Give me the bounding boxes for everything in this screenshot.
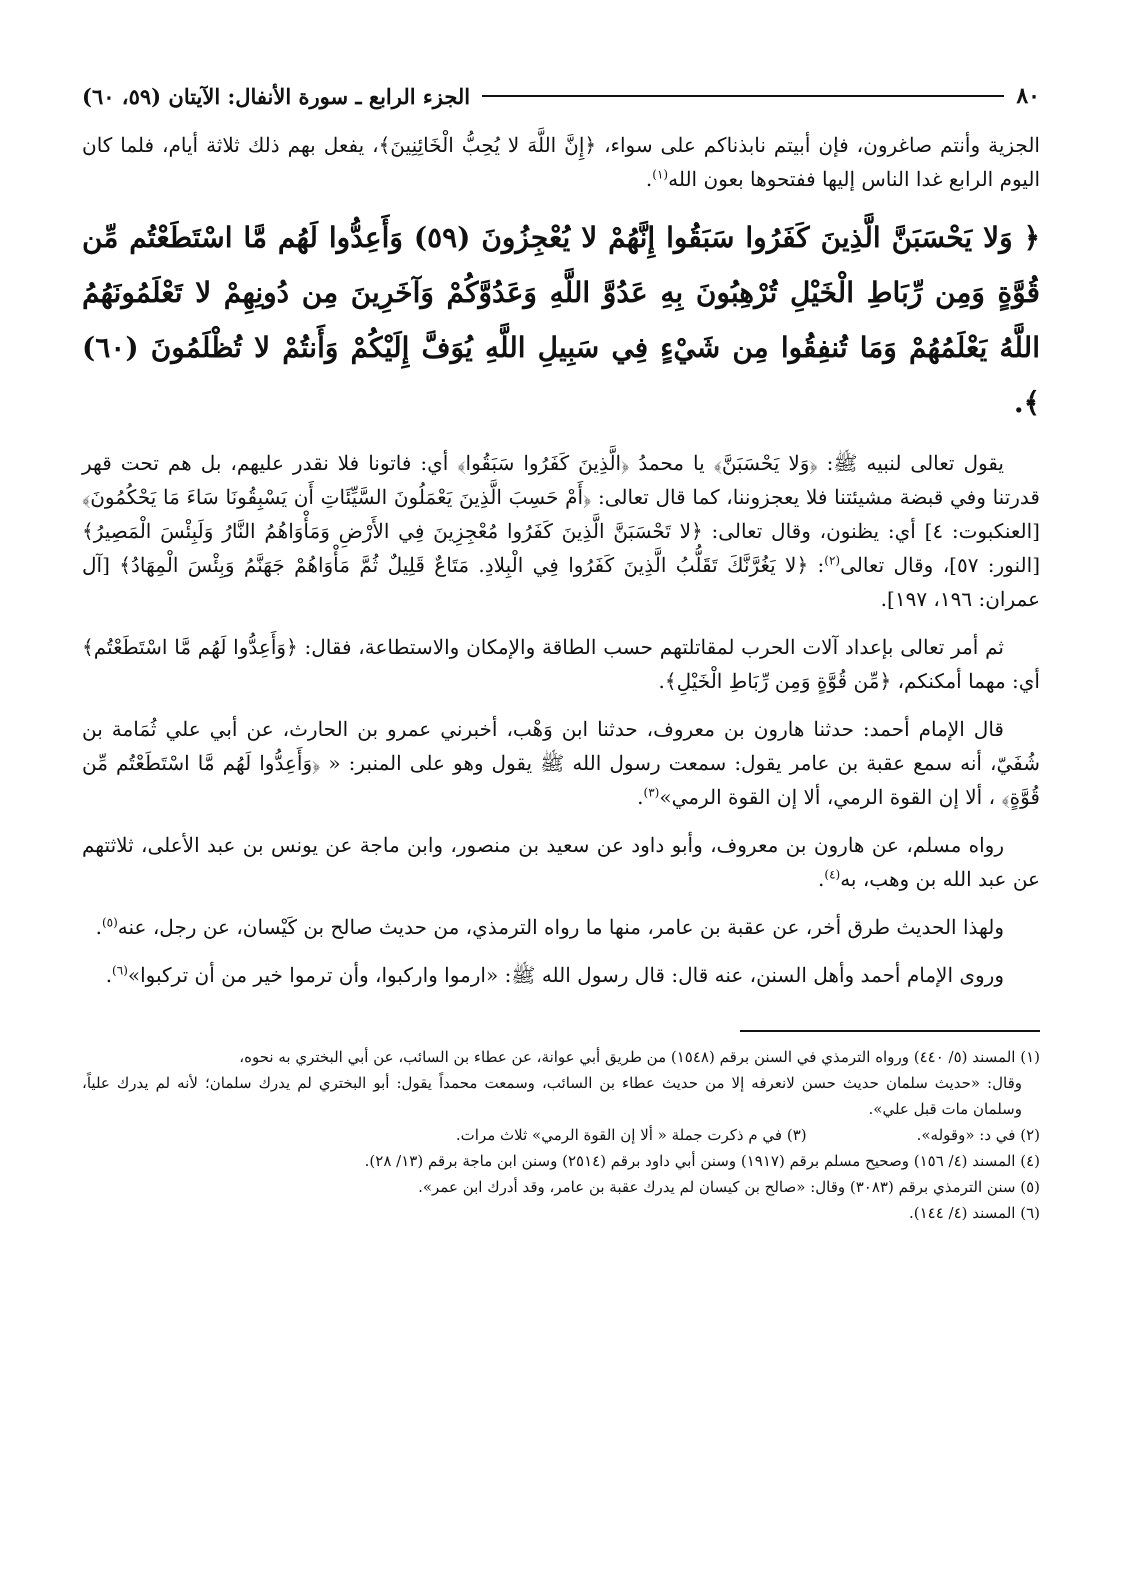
footnote-ref-5[interactable]: (٥): [101, 915, 118, 930]
footnote-row-2-3: [82, 1122, 1040, 1148]
paragraph-5: رواه مسلم، عن هارون بن معروف، وأبو داود عن سعيد بن منصور، وابن ماجة عن يونس بن عبد الأعلى، ثلاثتهم عن عبد الله بن وهب، به$^{(٤)}$.: [82, 833, 1040, 891]
paragraph-4: قال الإمام أحمد: حدثنا هارون بن معروف، حدثنا ابن وَهْب، أخبرني عمرو بن الحارث، عن أبي علي ثُمَامة بن شُفَيّ، أنه سمع عقبة بن عامر يقول: سمعت رسول الله ﷺ يقول وهو على المنبر: « ﴿وَأَعِدُّوا لَهُم مَّا اسْتَطَعْتُم مِّن قُوَّةٍ﴾ ، ألا إن القوة الرمي، ألا إن القوة الرمي»$^{(٣)}$.: [82, 717, 1040, 809]
footnote-ref-6[interactable]: (٦): [112, 963, 128, 978]
paragraph-6: ولهذا الحديث طرق أخر، عن عقبة بن عامر، منها ما رواه الترمذي، من حديث صالح بن كَيْسان، عن رجل، عنه$^{(٥)}$.: [95, 915, 1004, 939]
footnote-divider: [740, 1030, 1040, 1032]
footnote-1: (١) المسند (٥/ ٤٤٠) ورواه الترمذي في السنن برقم (١٥٤٨) من طريق أبي عوانة، عن عطاء بن السائب، عن أبي البختري به نحوه،: [239, 1048, 1040, 1066]
footnote-2: (٢) في د: «وقوله».: [916, 1126, 1040, 1144]
page-number: ٨٠: [1016, 83, 1040, 109]
footnote-ref-4[interactable]: (٤): [824, 867, 841, 882]
paragraph-2: يقول تعالى لنبيه ﷺ: ﴿وَلا يَحْسَبَنَّ﴾ يا محمدُ ﴿الَّذِينَ كَفَرُوا سَبَقُوا﴾ أي: فاتونا فلا نقدر عليهم، بل هم تحت قهر قدرتنا وفي قبضة مشيئتنا فلا يعجزوننا، كما قال تعالى: ﴿أَمْ حَسِبَ الَّذِينَ يَعْمَلُونَ السَّيِّئَاتِ أَن يَسْبِقُونَا سَاءَ مَا يَحْكُمُونَ﴾ [العنكبوت: ٤] أي: يظنون، وقال تعالى: ﴿لا تَحْسَبَنَّ الَّذِينَ كَفَرُوا مُعْجِزِينَ فِي الأَرْضِ وَمَأْوَاهُمُ النَّارُ وَلَبِئْسَ الْمَصِيرُ﴾ [النور: ٥٧]، وقال تعالى$^{(٢)}$: ﴿لا يَغُرَّنَّكَ تَقَلُّبُ الَّذِينَ كَفَرُوا فِي الْبِلادِ. مَتَاعٌ قَلِيلٌ ثُمَّ مَأْوَاهُمْ جَهَنَّمُ وَبِئْسَ الْمِهَادُ﴾ [آل عمران: ١٩٦، ١٩٧].: [82, 451, 1041, 611]
footnote-4: (٤) المسند (٤/ ١٥٦) وصحيح مسلم برقم (١٩١٧) وسنن أبي داود برقم (٢٥١٤) وسنن ابن ماجة برقم (١٣/ ٢٨).: [364, 1152, 1040, 1170]
paragraph-1: الجزية وأنتم صاغرون، فإن أبيتم نابذناكم على سواء، ﴿إِنَّ اللَّهَ لا يُحِبُّ الْخَائِنِينَ﴾، يفعل بهم ذلك ثلاثة أيام، فلما كان اليوم الرابع غدا الناس إليها ففتحوها بعون الله$^{(١)}$.: [82, 133, 1040, 191]
main-text: [82, 128, 1040, 992]
paragraph-7: وروى الإمام أحمد وأهل السنن، عنه قال: قال رسول الله ﷺ: «ارموا واركبوا، وأن ترموا خير من أن تركبوا»$^{(٦)}$.: [105, 963, 1004, 987]
footnote-ref-3[interactable]: (٣): [643, 785, 660, 800]
footnote-5: (٥) سنن الترمذي برقم (٣٠٨٣) وقال: «صالح بن كيسان لم يدرك عقبة بن عامر، وقد أدرك ابن عمر».: [418, 1178, 1040, 1196]
header-rule: [482, 95, 1004, 97]
footnote-3: (٣) في م ذكرت جملة « ألا إن القوة الرمي» ثلاث مرات.: [455, 1126, 807, 1144]
footnote-6: (٦) المسند (٤/ ١٤٤).: [908, 1204, 1040, 1222]
page-header: [82, 78, 1040, 114]
quran-verse-block: ﴿ وَلا يَحْسَبَنَّ الَّذِينَ كَفَرُوا سَبَقُوا إِنَّهُمْ لا يُعْجِزُونَ (٥٩) وَأَعِدُّوا لَهُم مَّا اسْتَطَعْتُم مِّن قُوَّةٍ وَمِن رِّبَاطِ الْخَيْلِ تُرْهِبُونَ بِهِ عَدُوَّ اللَّهِ وَعَدُوَّكُمْ وَآخَرِينَ مِن دُونِهِمْ لا تَعْلَمُونَهُمُ اللَّهُ يَعْلَمُهُمْ وَمَا تُنفِقُوا مِن شَيْءٍ فِي سَبِيلِ اللَّهِ يُوَفَّ إِلَيْكُمْ وَأَنتُمْ لا تُظْلَمُونَ (٦٠) ﴾.: [82, 221, 1040, 419]
footnote-1-continued: وقال: «حديث سلمان حديث حسن لانعرفه إلا من حديث عطاء بن السائب، وسمعت محمداً يقول: أبو البختري لم يدرك سلمان؛ لأنه لم يدرك علياً، وسلمان مات قبل علي».: [82, 1074, 1022, 1118]
footnotes: [82, 1044, 1040, 1226]
running-title: الجزء الرابع ـ سورة الأنفال: الآيتان (٥٩، ٦٠): [82, 83, 471, 109]
footnote-ref-2[interactable]: (٢): [824, 553, 841, 568]
footnote-ref-1[interactable]: (١): [652, 167, 669, 182]
paragraph-3: ثم أمر تعالى بإعداد آلات الحرب لمقاتلتهم حسب الطاقة والإمكان والاستطاعة، فقال: ﴿وَأَعِدُّوا لَهُم مَّا اسْتَطَعْتُم﴾ أي: مهما أمكنكم، ﴿مِّن قُوَّةٍ وَمِن رِّبَاطِ الْخَيْلِ﴾.: [82, 635, 1040, 693]
